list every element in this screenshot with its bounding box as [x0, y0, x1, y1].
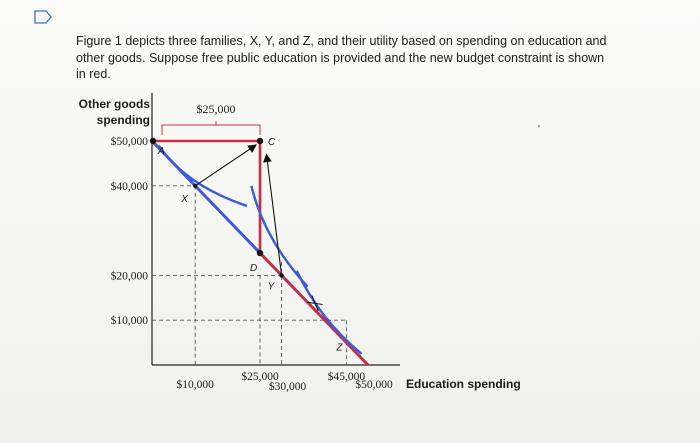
bracket-label: $25,000	[196, 102, 236, 116]
x-tick-label: $25,000	[241, 371, 279, 383]
point-label-a: A	[158, 146, 165, 157]
y-tick-label: $20,000	[110, 270, 148, 283]
x-tick-label: $10,000	[176, 379, 214, 391]
point-a	[150, 138, 156, 144]
y-axis-label-line: Other goods	[78, 97, 150, 111]
point-x	[193, 184, 197, 188]
bracket	[162, 125, 260, 135]
point-label-y: Y	[267, 281, 275, 293]
x-axis-label: Education spending	[406, 377, 521, 391]
arrow-x-to-c	[195, 145, 256, 186]
x-tick-label: $30,000	[268, 381, 307, 393]
arrow-y-to-c	[266, 154, 281, 275]
stray-mark: '	[538, 124, 540, 135]
y-tick-label: $10,000	[110, 315, 148, 328]
indifference-curve-z	[297, 271, 362, 354]
plot-area	[79, 93, 521, 393]
point-label-c: C	[268, 137, 276, 148]
x-tick-label: $45,000	[327, 371, 366, 383]
question-text: Figure 1 depicts three families, X, Y, and Z, and their utility based on spending on education and other goods. Suppose free public education is provided and the new budget constraint is shown in red.	[76, 34, 607, 81]
y-axis-label-line: spending	[96, 113, 150, 127]
point-y	[279, 273, 283, 277]
x-tick-label: $50,000	[355, 379, 393, 391]
y-tick-label: $50,000	[110, 136, 148, 148]
y-tick-label: $40,000	[110, 180, 148, 193]
point-d	[257, 250, 263, 256]
point-label-x: X	[181, 193, 188, 205]
point-label-z: Z	[336, 342, 343, 354]
point-label-d: D	[250, 263, 258, 274]
point-c	[257, 138, 263, 144]
indifference-curve-x	[158, 145, 247, 205]
